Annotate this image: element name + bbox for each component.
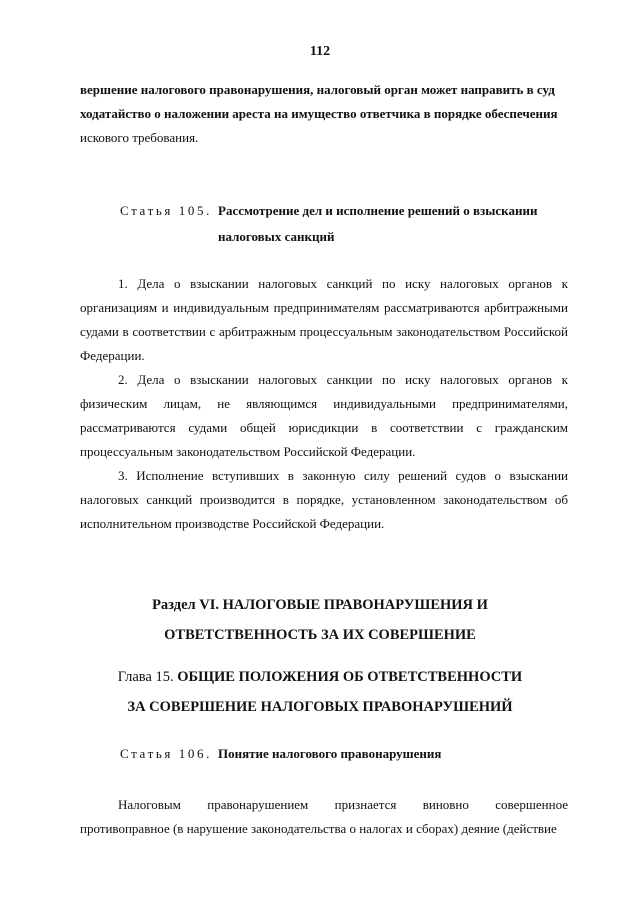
intro-line: искового требования.: [80, 130, 199, 145]
article-105-heading: [0, 198, 640, 254]
intro-line: вершение налогового правонарушения, налоговый орган может направить в суд: [80, 82, 555, 97]
article-106-title: Понятие налогового правонарушения: [218, 746, 442, 761]
article-105-title-line1: Рассмотрение дел и исполнение решений о взыскании: [218, 203, 538, 218]
chapter-prefix: Глава 15.: [117, 669, 174, 685]
article-106-heading: [0, 741, 640, 767]
article-106-label: Статья 106.: [120, 746, 212, 761]
chapter-heading-line2: ЗА СОВЕРШЕНИЕ НАЛОГОВЫХ ПРАВОНАРУШЕНИЙ: [127, 699, 513, 715]
article-105-title-line2: налоговых санкций: [218, 229, 335, 244]
intro-continuation: [80, 78, 568, 150]
chapter-heading-line1: [0, 662, 640, 692]
section-heading-line2: ОТВЕТСТВЕННОСТЬ ЗА ИХ СОВЕРШЕНИЕ: [164, 627, 476, 643]
chapter-title-line1: ОБЩИЕ ПОЛОЖЕНИЯ ОБ ОТВЕТСТВЕННОСТИ: [177, 669, 523, 685]
page-number: 112: [309, 44, 331, 59]
article-106-paragraph-1: Налоговым правонарушением признается виновно совершенное противоправное (в нарушение законодательства о налогах и сборах) деяние (действие: [80, 797, 568, 836]
intro-line: ходатайство о наложении ареста на имущество ответчика в порядке обеспечения: [80, 106, 558, 121]
chapter-heading: [0, 662, 640, 722]
article-105-paragraph-1: 1. Дела о взыскании налоговых санкций по иску налоговых органов к организациям и индивидуальным предпринимателям рассматриваются арбитражными судами в соответствии с арбитражным процессуальным законодательством Российской Федерации.: [80, 276, 568, 363]
section-heading-line1: Раздел VI. НАЛОГОВЫЕ ПРАВОНАРУШЕНИЯ И: [152, 597, 488, 613]
article-105-paragraph-3: 3. Исполнение вступивших в законную силу решений судов о взыскании налоговых санкций производится в порядке, установленном законодательством об исполнительном производстве Российской Федерации.: [80, 468, 568, 531]
article-105-label: Статья 105.: [120, 203, 212, 218]
section-heading: [0, 590, 640, 650]
article-105-paragraph-2: 2. Дела о взыскании налоговых санкции по иску налоговых органов к физическим лицам, не являющимся индивидуальными предпринимателями, рассматриваются судами общей юрисдикции в соответствии с гражданским процессуальным законодательством Российской Федерации.: [80, 372, 568, 459]
